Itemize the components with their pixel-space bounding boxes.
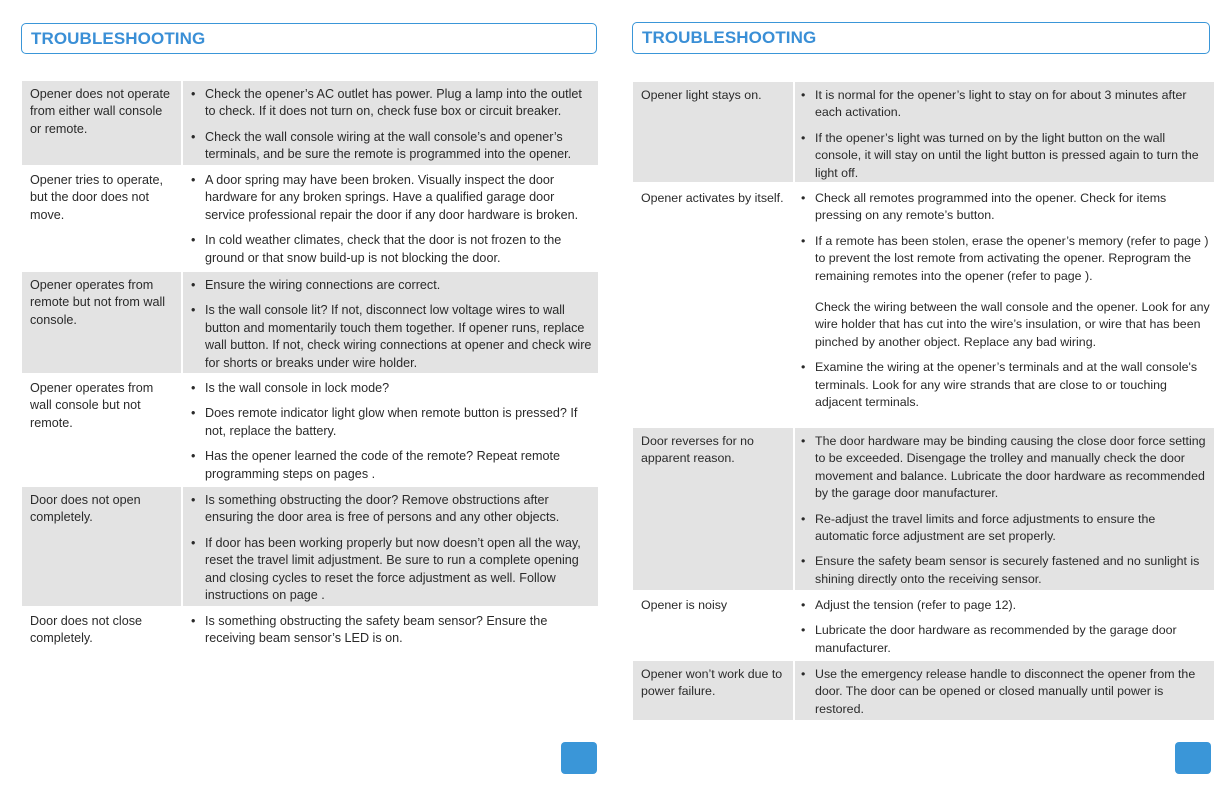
solution-cell — [795, 592, 1214, 658]
solution-item: • Check all remotes programmed into the opener. Check for items pressing on any remote’s button. — [801, 190, 1210, 225]
section-header — [632, 22, 1210, 54]
problem-cell: Opener tries to operate, but the door does not move. — [30, 173, 164, 222]
solution-item: • Has the opener learned the code of the remote? Repeat remote programming steps on pages . — [191, 448, 592, 483]
solution-item: • Is something obstructing the safety beam sensor? Ensure the receiving beam sensor’s LED is on. — [191, 613, 592, 648]
section-header — [21, 23, 597, 54]
solution-item: • Is the wall console in lock mode? — [191, 380, 592, 397]
solution-item: • Examine the wiring at the opener’s terminals and at the wall console's terminals. Look for any wire strands that are close to or touching adjacent terminals. — [801, 359, 1210, 411]
solution-item: Check the wiring between the wall console and the opener. Look for any wire holder that has cut into the wire’s insulation, or wire that has been pinched by another object. Replace any bad wiring. — [815, 300, 1210, 349]
solution-item: • Check the wall console wiring at the wall console’s and opener’s terminals, and be sure the remote is programmed into the opener. — [191, 129, 592, 164]
right-page — [612, 0, 1224, 792]
solution-cell — [795, 82, 1214, 182]
solution-item: • Lubricate the door hardware as recommended by the garage door manufacturer. — [801, 622, 1210, 657]
section-title: TROUBLESHOOTING — [642, 28, 817, 47]
solution-cell — [183, 272, 598, 373]
problem-cell: Opener operates from remote but not from wall console. — [22, 272, 181, 373]
solution-cell — [795, 661, 1214, 720]
solution-cell — [795, 428, 1214, 590]
solution-item: • In cold weather climates, check that the door is not frozen to the ground or that snow build-up is not blocking the door. — [191, 232, 592, 267]
solution-cell — [795, 185, 1214, 427]
problem-cell: Door does not open completely. — [22, 487, 181, 606]
solution-item: • Ensure the safety beam sensor is securely fastened and no sunlight is shining directly onto the receiving sensor. — [801, 553, 1210, 588]
page-number-tab — [1175, 742, 1211, 774]
solution-item: • Check the opener’s AC outlet has power. Plug a lamp into the outlet to check. If it does not turn on, check fuse box or circuit breaker. — [191, 86, 592, 121]
solution-item: • Adjust the tension (refer to page 12). — [801, 597, 1210, 614]
solution-item: • It is normal for the opener’s light to stay on for about 3 minutes after each activation. — [801, 87, 1210, 122]
solution-item: • Ensure the wiring connections are correct. — [191, 277, 592, 294]
solution-item: • The door hardware may be binding causing the close door force setting to be exceeded. Disengage the trolley and manually check the door movement and balance. Lubricate the door hardware as recommended by the garage door manufacturer. — [801, 433, 1210, 503]
section-title: TROUBLESHOOTING — [31, 29, 206, 48]
solution-cell — [183, 608, 598, 658]
problem-cell: Opener is noisy — [641, 598, 728, 612]
solution-item: • If the opener’s light was turned on by the light button on the wall console, it will stay on until the light button is pressed again to turn the light off. — [801, 130, 1210, 182]
solution-cell — [183, 375, 598, 485]
solution-item: • If door has been working properly but now doesn’t open all the way, reset the travel limit adjustment. Be sure to run a complete opening and closing cycles to reset the force adjustment as well. Follow instructions on page . — [191, 535, 592, 605]
solution-item: • Use the emergency release handle to disconnect the opener from the door. The door can be opened or closed manually until power is restored. — [801, 666, 1210, 718]
solution-item: • Does remote indicator light glow when remote button is pressed? If not, replace the battery. — [191, 405, 592, 440]
problem-cell: Door does not close completely. — [30, 614, 143, 646]
solution-item: • Is something obstructing the door? Remove obstructions after ensuring the door area is free of persons and any other objects. — [191, 492, 592, 527]
problem-cell: Opener activates by itself. — [641, 191, 784, 205]
page-number-tab — [561, 742, 597, 774]
problem-cell: Opener won’t work due to power failure. — [633, 661, 793, 720]
solution-item: • Re-adjust the travel limits and force adjustments to ensure the automatic force adjustment are set properly. — [801, 511, 1210, 546]
solution-item: • If a remote has been stolen, erase the opener’s memory (refer to page ) to prevent the lost remote from activating the opener. Reprogram the remaining remotes into the opener (refer to page ). — [801, 233, 1210, 285]
problem-cell: Opener operates from wall console but not remote. — [30, 381, 154, 430]
problem-cell: Opener does not operate from either wall console or remote. — [22, 81, 181, 165]
solution-cell — [183, 81, 598, 165]
solution-item: • A door spring may have been broken. Visually inspect the door hardware for any broken springs. Have a qualified garage door service professional repair the door if any door hardware is broken. — [191, 172, 592, 224]
problem-cell: Door reverses for no apparent reason. — [633, 428, 793, 590]
problem-cell: Opener light stays on. — [633, 82, 793, 182]
solution-item: • Is the wall console lit? If not, disconnect low voltage wires to wall button and momentarily touch them together. If opener runs, replace wall button. If not, check wiring connections at opener and check wire for shorts or breaks under wire holder. — [191, 302, 592, 372]
solution-cell — [183, 487, 598, 606]
solution-cell — [183, 167, 598, 270]
